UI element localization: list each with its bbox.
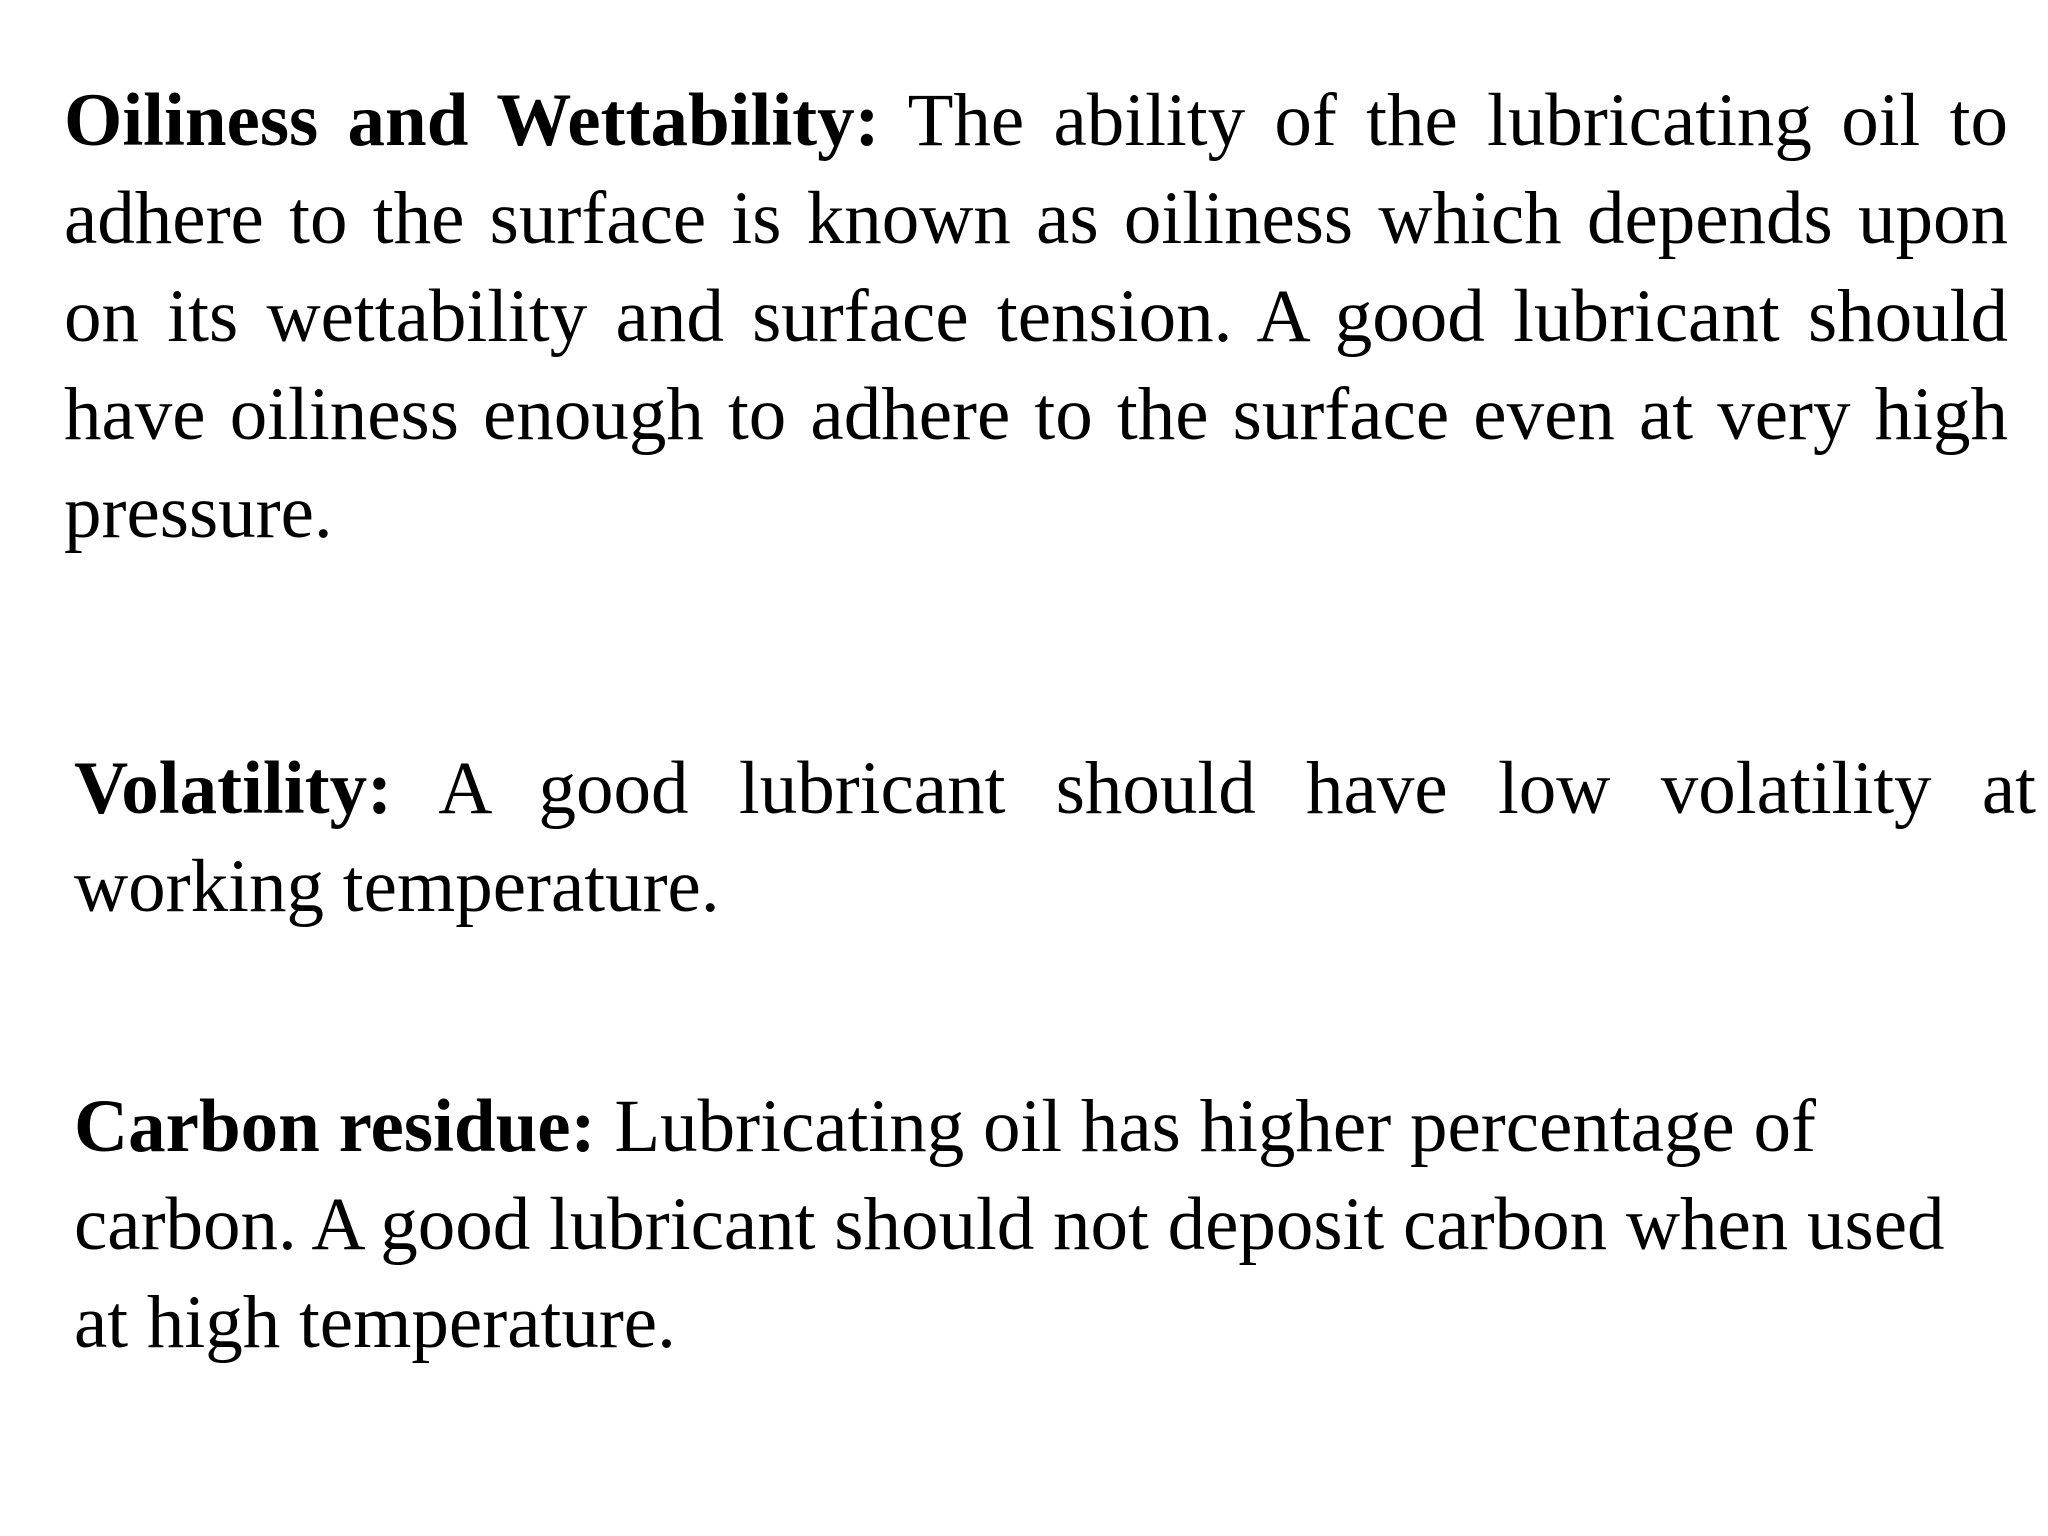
paragraph-oiliness-wettability bbox=[64, 72, 2008, 562]
term-volatility: Volatility: bbox=[74, 747, 393, 830]
paragraph-volatility bbox=[74, 740, 2036, 936]
definition-oiliness-wettability: The ability of the lubricating oil to adhere to the surface is known as oiliness which depends upon on its wettability and surface tension. A good lubricant should have oiliness enough to adhere to the surface even at very high pressure. bbox=[64, 79, 2008, 554]
paragraph-carbon-residue bbox=[74, 1078, 1954, 1372]
definition-volatility: A good lubricant should have low volatility at working temperature. bbox=[74, 747, 2036, 928]
definition-carbon-residue: Lubricating oil has higher percentage of carbon. A good lubricant should not deposit carbon when used at high temperature. bbox=[74, 1085, 1945, 1364]
term-oiliness-wettability: Oiliness and Wettability: bbox=[64, 79, 880, 162]
term-carbon-residue: Carbon residue: bbox=[74, 1085, 596, 1168]
